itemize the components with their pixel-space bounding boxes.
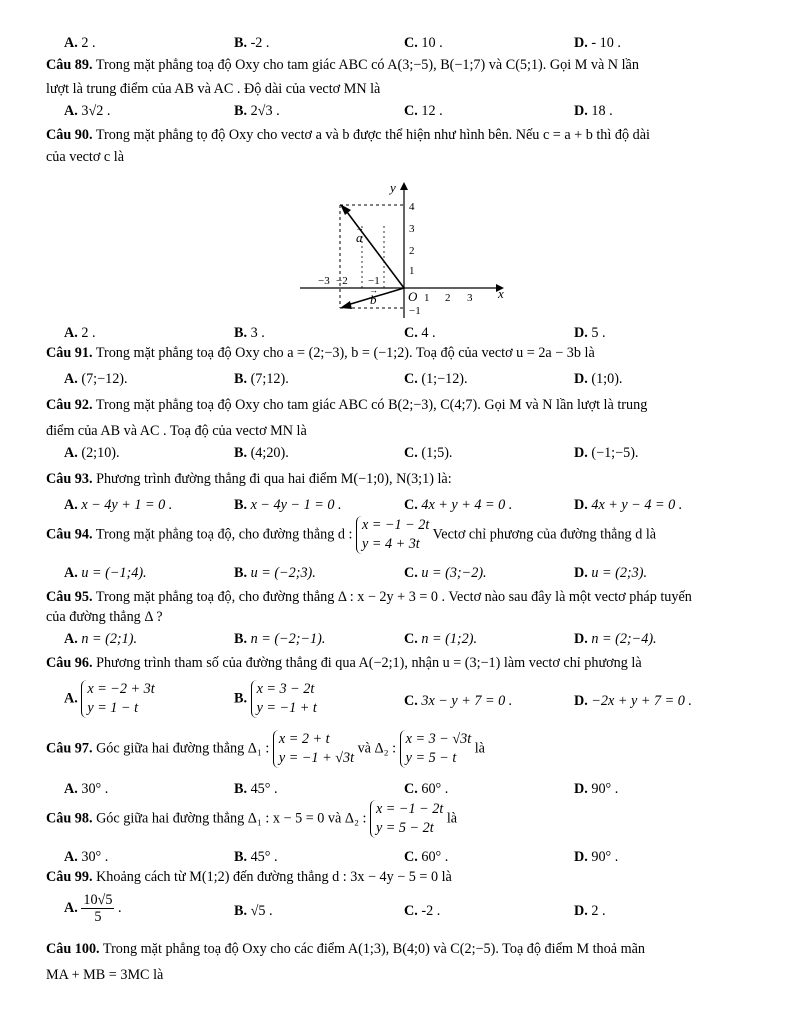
q91-stem: Câu 91. Trong mặt phẳng toạ độ Oxy cho a = (2;−3), b = (−1;2). Toạ độ của vectơ u = 2a − 3b là bbox=[46, 345, 595, 361]
q99-stem: Câu 99. Khoảng cách từ M(1;2) đến đường thẳng d : 3x − 4y − 5 = 0 là bbox=[46, 869, 452, 885]
q89-stem-2: lượt là trung điểm của AB và AC . Độ dài của vectơ MN là bbox=[46, 81, 381, 97]
q95-stem: Câu 95. Trong mặt phẳng toạ độ, cho đường thẳng Δ : x − 2y + 3 = 0 . Vectơ nào sau đây là một vectơ pháp tuyến bbox=[46, 589, 692, 605]
q96-options: A. x = −2 + 3t y = 1 − t B. x = 3 − 2t y = −1 + t C. 3x − y + 7 = 0 . D. −2x + y + 7 = 0 . bbox=[64, 681, 692, 716]
vector-b-label: b bbox=[370, 292, 377, 307]
x-axis-label: x bbox=[498, 286, 504, 301]
q93-stem: Câu 93. Phương trình đường thẳng đi qua hai điểm M(−1;0), N(3;1) là: bbox=[46, 471, 452, 487]
q96-stem: Câu 96. Phương trình tham số của đường thẳng đi qua A(−2;1), nhận u = (3;−1) làm vectơ chỉ phương là bbox=[46, 655, 642, 671]
svg-text:4: 4 bbox=[409, 201, 415, 213]
vector-a-label: a bbox=[356, 230, 363, 245]
svg-text:3: 3 bbox=[409, 223, 415, 235]
y-axis-label: y bbox=[390, 180, 396, 195]
svg-text:−1: −1 bbox=[409, 305, 421, 317]
svg-text:−2: −2 bbox=[336, 275, 348, 287]
svg-text:−1: −1 bbox=[368, 275, 380, 287]
svg-text:1: 1 bbox=[424, 292, 430, 304]
svg-text:−3: −3 bbox=[318, 275, 330, 287]
svg-text:→: → bbox=[369, 285, 378, 295]
q94-system: x = −1 − 2t y = 4 + 3t bbox=[356, 516, 429, 554]
q89-stem: Câu 89. Trong mặt phẳng toạ độ Oxy cho tam giác ABC có A(3;−5), B(−1;7) và C(5;1). Gọi M và N lần bbox=[46, 57, 639, 73]
q97-stem: Câu 97. Góc giữa hai đường thẳng Δ₁ : x = 2 + t y = −1 + √3t và Δ₂ : x = 3 − √3t y = 5 − t là bbox=[46, 731, 485, 766]
svg-text:→: → bbox=[355, 223, 364, 233]
q98-stem: Câu 98. Góc giữa hai đường thẳng Δ₁ : x − 5 = 0 và Δ₂ : x = −1 − 2t y = 5 − 2t là bbox=[46, 801, 458, 836]
q100-stem-2: MA + MB = 3MC là bbox=[46, 967, 164, 983]
origin-label: O bbox=[408, 289, 418, 304]
svg-text:1: 1 bbox=[409, 265, 415, 277]
q100-stem: Câu 100. Trong mặt phẳng toạ độ Oxy cho các điểm A(1;3), B(4;0) và C(2;−5). Toạ độ điểm M thoả mãn bbox=[46, 941, 646, 957]
q94-stem: Câu 94. Trong mặt phẳng toạ độ, cho đường thẳng d : x = −1 − 2t y = 4 + 3t Vectơ chỉ phương của đường thẳng d là bbox=[46, 517, 657, 552]
q99-options: A. $\frac{10√5}{5}$ . B. √5 . C. -2 . D. 2 . bbox=[64, 892, 606, 925]
svg-text:2: 2 bbox=[409, 245, 415, 257]
svg-text:2: 2 bbox=[445, 292, 451, 304]
q90-vector-graph bbox=[292, 180, 512, 320]
q95-stem-2: của đường thẳng Δ ? bbox=[46, 609, 163, 625]
q92-stem-2: điểm của AB và AC . Toạ độ của vectơ MN là bbox=[46, 423, 307, 439]
svg-text:3: 3 bbox=[467, 292, 473, 304]
q90-stem-2: của vectơ c là bbox=[46, 149, 124, 165]
q92-stem: Câu 92. Trong mặt phẳng toạ độ Oxy cho tam giác ABC có B(2;−3), C(4;7). Gọi M và N lần lượt là trung bbox=[46, 397, 648, 413]
q90-stem: Câu 90. Trong mặt phẳng tọ độ Oxy cho vectơ a và b được thể hiện như hình bên. Nếu c = a + b thì độ dài bbox=[46, 127, 650, 143]
